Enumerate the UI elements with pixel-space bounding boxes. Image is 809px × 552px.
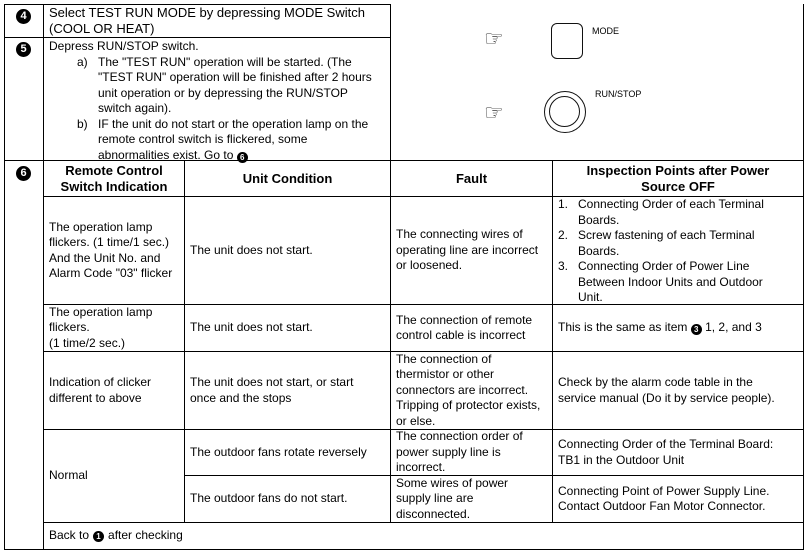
row3-indication-line2: different to above (49, 390, 142, 405)
row3-fault (396, 352, 552, 429)
row3-fault-line5: or else. (396, 413, 436, 428)
row2-indication-line3: (1 time/2 sec.) (49, 335, 126, 350)
row4b-inspection-line2: Contact Outdoor Fan Motor Connector. (558, 499, 766, 513)
step6-number-badge: 6 (16, 166, 31, 181)
row4b-inspection (558, 476, 803, 522)
row4a-fault (396, 430, 552, 475)
step5-item-b (49, 117, 387, 164)
row4a-inspection-line2: TB1 in the Outdoor Unit (558, 452, 685, 467)
row1-fault (396, 197, 552, 304)
header-inspection-line2: Source OFF (641, 178, 715, 194)
row3-fault-line2: thermistor or other (396, 367, 495, 382)
row3-condition-line2: once and the stops (190, 390, 292, 405)
row4b-unit-condition: The outdoor fans do not start. (190, 491, 348, 506)
back-to-step-badge: 1 (93, 531, 104, 542)
row1-indication-line2: flickers. (1 time/1 sec.) (49, 235, 170, 249)
back-to-step-note (49, 523, 449, 549)
inspection-item-2-line1: Screw fastening of each Terminal (578, 228, 755, 242)
step5-b-line1: IF the unit do not start or the operation lamp on the (98, 116, 369, 131)
inspection-item-1-line2: Boards. (578, 212, 620, 227)
row4a-fault-line2: power supply line is (396, 444, 501, 459)
row3-indication (49, 352, 184, 429)
instruction-divider (390, 4, 391, 160)
step4-number-badge: 4 (16, 9, 31, 24)
row1-fault-line2: operating line are incorrect (396, 242, 539, 257)
row4b-inspection-line1: Connecting Point of Power Supply Line. (558, 483, 770, 498)
step5-number-badge: 5 (16, 42, 31, 57)
header-inspection-line1: Inspection Points after Power (586, 162, 770, 178)
col-divider-2 (390, 160, 391, 522)
after-checking-text: after checking (108, 528, 183, 543)
step4-instruction (49, 5, 389, 37)
col-divider-3 (552, 160, 553, 522)
row1-fault-line3: or loosened. (396, 258, 463, 273)
row1-indication (49, 197, 184, 304)
row4a-fault-line3: incorrect. (396, 460, 446, 475)
row1-indication-line4: Alarm Code "03" flicker (49, 266, 173, 280)
row1-fault-line1: The connecting wires of (396, 227, 523, 242)
mode-button-label: MODE (592, 26, 619, 36)
step5-a-line3: unit operation or by depressing the RUN/STOP (98, 85, 348, 100)
step5-item-a-label: a) (77, 54, 88, 69)
inspection-item-1 (556, 197, 802, 228)
step5-b-last-text: abnormalities exist. Go to (98, 147, 234, 162)
step5-intro: Depress RUN/STOP switch. (49, 39, 199, 53)
row2-inspection-items: 1, 2, and 3 (705, 320, 762, 335)
frame-left-line (4, 4, 5, 550)
row2-item-ref-badge: 3 (691, 324, 702, 335)
row3-fault-line4: Tripping of protector exists, (396, 398, 541, 413)
row4a-inspection-line1: Connecting Order of the Terminal Board: (558, 437, 774, 451)
row3-indication-line1: Indication of clicker (49, 375, 152, 389)
inspection-item-2 (556, 228, 802, 259)
step5-ref-badge: 6 (237, 152, 248, 163)
inspection-item-2-line2: Boards. (578, 243, 620, 258)
frame-right-line (803, 4, 804, 550)
step5-item-a (49, 55, 387, 117)
inspection-item-1-line1: Connecting Order of each Terminal (578, 197, 764, 211)
row2-indication-line2: flickers. (49, 320, 90, 335)
step5-a-line2: "TEST RUN" operation will be finished after 2 hours (98, 70, 372, 84)
inspection-item-3-line3: Unit. (578, 290, 603, 304)
col-divider-1 (184, 160, 185, 522)
row4a-fault-line1: The connection order of (396, 429, 523, 444)
back-to-text: Back to (49, 528, 90, 543)
row4b-fault-line2: supply line are (396, 491, 474, 506)
pointing-hand-icon: ☞ (484, 26, 504, 51)
step4-bottom-line (4, 37, 391, 38)
inspection-item-3-line2: Between Indoor Units and Outdoor (578, 274, 763, 289)
inspection-item-3-number: 3. (558, 259, 569, 273)
header-inspection-points (553, 161, 803, 196)
header-fault: Fault (455, 170, 488, 186)
row4b-fault (396, 476, 552, 522)
row3-inspection-line2: service manual (Do it by service people). (558, 390, 775, 405)
step5-instruction (49, 39, 387, 163)
header-switch-indication (44, 161, 184, 196)
row4-indication: Normal (49, 468, 88, 483)
row3-condition-line1: The unit does not start, or start (190, 375, 354, 389)
step4-line1: Select TEST RUN MODE by depressing MODE Switch (49, 5, 365, 20)
step5-b-line2: remote control switch is flickered, some (98, 132, 308, 146)
row2-fault-line1: The connection of remote (396, 312, 533, 327)
step-column-divider (43, 4, 44, 550)
row2-indication (49, 305, 184, 351)
row3-unit-condition (190, 352, 390, 429)
inspection-item-1-number: 1. (558, 197, 569, 211)
run-stop-button-inner-ring (549, 96, 580, 127)
row2-inspection-text: This is the same as item (558, 320, 688, 335)
row4b-fault-line1: Some wires of power (396, 475, 509, 490)
row2-fault (396, 305, 552, 351)
row4b-fault-line3: disconnected. (396, 506, 471, 521)
header-unit-condition: Unit Condition (242, 170, 333, 186)
row4a-unit-condition: The outdoor fans rotate reversely (190, 444, 367, 459)
pointing-hand-icon: ☞ (484, 100, 504, 125)
inspection-item-3-line1: Connecting Order of Power Line (578, 259, 750, 273)
row3-inspection (558, 352, 803, 429)
row3-inspection-line1: Check by the alarm code table in the (558, 375, 753, 389)
row2-inspection (558, 305, 803, 351)
header-indication-line1: Remote Control (65, 162, 163, 178)
row2-unit-condition: The unit does not start. (190, 320, 313, 335)
row1-indication-line1: The operation lamp (49, 219, 153, 234)
row1-inspection-list (556, 197, 802, 306)
row3-fault-line3: connectors are incorrect. (396, 382, 529, 397)
inspection-item-3 (556, 259, 802, 306)
step5-a-line1: The "TEST RUN" operation will be started. (The (98, 54, 352, 69)
row2-indication-line1: The operation lamp (49, 304, 153, 319)
step4-line2: (COOL OR HEAT) (49, 21, 155, 36)
row1-indication-line3: And the Unit No. and (49, 250, 161, 265)
run-stop-button-label: RUN/STOP (595, 89, 642, 99)
inspection-item-2-number: 2. (558, 228, 569, 242)
step5-item-b-label: b) (77, 116, 88, 131)
header-indication-line2: Switch Indication (60, 178, 168, 194)
step5-a-line4: switch again). (98, 101, 172, 115)
mode-button[interactable] (551, 23, 583, 59)
row3-fault-line1: The connection of (396, 351, 492, 366)
row2-fault-line2: control cable is incorrect (396, 328, 526, 342)
row1-unit-condition: The unit does not start. (190, 242, 313, 257)
row4a-inspection (558, 430, 803, 475)
run-stop-button[interactable] (544, 91, 586, 133)
frame-bottom-line (4, 549, 804, 550)
